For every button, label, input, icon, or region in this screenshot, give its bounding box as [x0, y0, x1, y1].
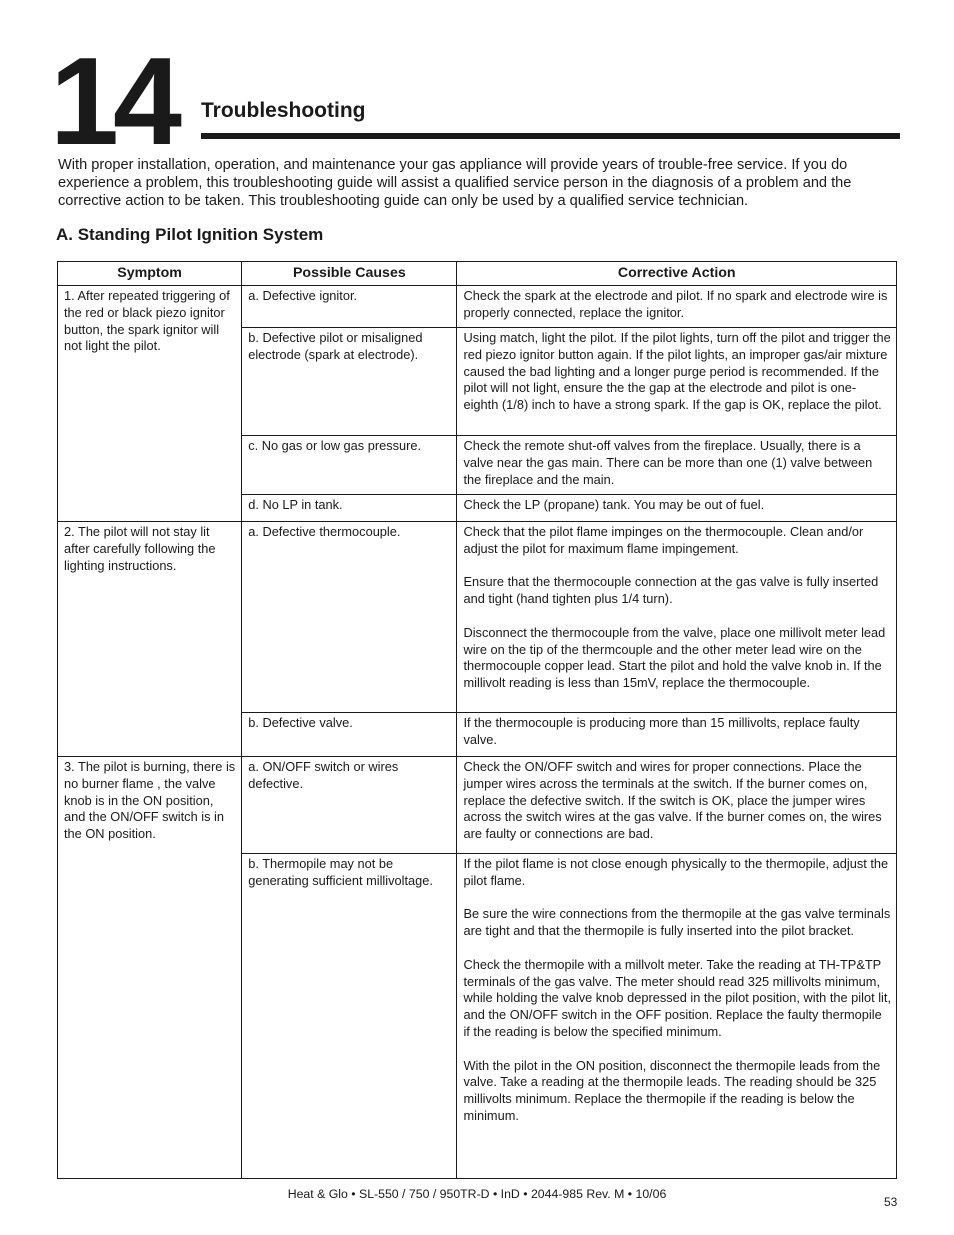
symptom-cell: 3. The pilot is burning, there is no burner flame , the valve knob is in the ON position, and the ON/OFF switch is in the ON position. — [58, 757, 242, 1179]
cause-cell: a. ON/OFF switch or wires defective. — [242, 757, 457, 854]
action-paragraph: Ensure that the thermocouple connection at the gas valve is fully inserted and tight (hand tighten plus 1/4 turn). — [463, 574, 879, 607]
cause-cell: d. No LP in tank. — [242, 495, 457, 522]
cause-cell: b. Defective valve. — [242, 713, 457, 757]
action-cell — [457, 522, 897, 713]
header-action: Corrective Action — [457, 262, 897, 286]
header-symptom: Symptom — [58, 262, 242, 286]
symptom-cell: 1. After repeated triggering of the red or black piezo ignitor button, the spark ignitor will not light the pilot. — [58, 286, 242, 522]
troubleshooting-table — [57, 261, 897, 1179]
cause-cell: a. Defective thermocouple. — [242, 522, 457, 713]
action-cell: Using match, light the pilot. If the pilot lights, turn off the pilot and trigger the red piezo ignitor button again. If the pilot lights, an improper gas/air mixture caused the bad lighting and a longer purge period is recommended. If the pilot will not light, ensure the the gap at the electrode and pilot is one-eighth (1/8) inch to have a strong spark. If the gap is OK, replace the pilot. — [457, 328, 897, 436]
chapter-title: Troubleshooting — [201, 99, 366, 122]
action-cell: Check the remote shut-off valves from the fireplace. Usually, there is a valve near the gas main. There can be more than one (1) valve between the fireplace and the main. — [457, 436, 897, 495]
chapter-number: 14 — [50, 33, 176, 171]
action-cell: Check the spark at the electrode and pilot. If no spark and electrode wire is properly connected, replace the ignitor. — [457, 286, 897, 328]
section-heading: A. Standing Pilot Ignition System — [56, 225, 324, 244]
footer-text: Heat & Glo • SL-550 / 750 / 950TR-D • InD • 2044-985 Rev. M • 10/06 — [287, 1187, 667, 1201]
table-row — [58, 286, 897, 328]
title-rule — [201, 133, 900, 139]
action-cell: If the thermocouple is producing more than 15 millivolts, replace faulty valve. — [457, 713, 897, 757]
action-cell: Check the ON/OFF switch and wires for proper connections. Place the jumper wires across the terminals at the switch. If the burner comes on, replace the defective switch. If the switch is OK, place the jumper wires across the switch wires at the gas valve. If the burner comes on, the wires are faulty or connections are bad. — [457, 757, 897, 854]
action-paragraph: Disconnect the thermocouple from the valve, place one millivolt meter lead wire on the tip of the thermcouple and the other meter lead wire on the thermocouple copper lead. Start the pilot and hold the valve knob in. If the millivolt reading is less than 15mV, replace the thermocouple. — [463, 624, 886, 691]
cause-cell: b. Defective pilot or misaligned electrode (spark at electrode). — [242, 328, 457, 436]
symptom-cell: 2. The pilot will not stay lit after carefully following the lighting instructions. — [58, 522, 242, 757]
action-paragraph: Be sure the wire connections from the thermopile at the gas valve terminals are tight and that the thermopile is fully inserted into the pilot bracket. — [463, 906, 891, 939]
table-row — [58, 522, 897, 713]
cause-cell: a. Defective ignitor. — [242, 286, 457, 328]
page-number: 53 — [884, 1195, 898, 1209]
action-paragraph: Check that the pilot flame impinges on the thermocouple. Clean and/or adjust the pilot for maximum flame impingement. — [463, 524, 864, 556]
intro-paragraph: With proper installation, operation, and maintenance your gas appliance will provide years of trouble-free service. If you do experience a problem, this troubleshooting guide will assist a qualified service person in the diagnosis of a problem and the corrective action to be taken. This troubleshooting guide can only be used by a qualified service technician. — [58, 157, 852, 209]
action-cell: Check the LP (propane) tank. You may be out of fuel. — [457, 495, 897, 522]
action-cell — [457, 854, 897, 1179]
action-paragraph: With the pilot in the ON position, disconnect the thermopile leads from the valve. Take a reading at the thermopile leads. The reading should be 325 millivolts minimum. Replace the thermopile if the reading is below the minimum. — [463, 1057, 881, 1123]
cause-cell: b. Thermopile may not be generating sufficient millivoltage. — [242, 854, 457, 1179]
table-row — [58, 757, 897, 854]
action-paragraph: If the pilot flame is not close enough physically to the thermopile, adjust the pilot flame. — [463, 856, 889, 888]
table-header-row — [58, 262, 897, 286]
action-paragraph: Check the thermopile with a millvolt meter. Take the reading at TH-TP&TP terminals of the gas valve. The meter should read 325 millivolts minimum, while holding the valve knob depressed in the pilot position, with the pilot lit, and the ON/OFF switch in the OFF position. Replace the faulty thermopile if the reading is below the specified minimum. — [463, 956, 892, 1039]
header-causes: Possible Causes — [242, 262, 457, 286]
cause-cell: c. No gas or low gas pressure. — [242, 436, 457, 495]
